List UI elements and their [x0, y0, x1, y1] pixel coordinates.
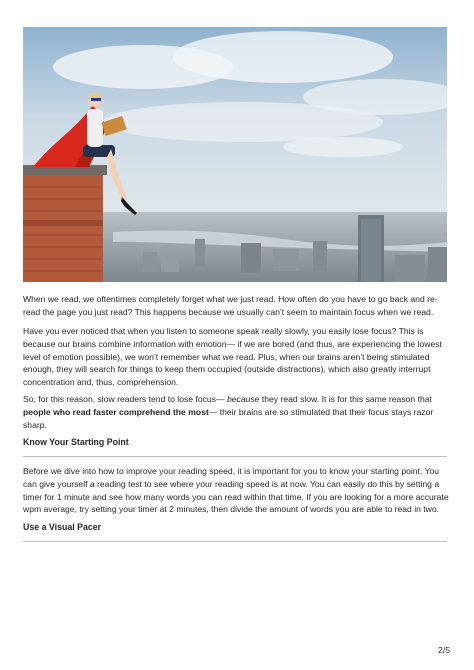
paragraph-slow-readers-bold: people who read faster comprehend the most	[23, 406, 209, 417]
paragraph-starting-point: Before we dive into how to improve your reading speed, it is important for you to know your starting point. You can give yourself a reading test to see where your reading speed is at now. You can easily do this by setting a timer for 1 minute and see how many words you can read within that time. If you are looking for a more accurate wpm average, try setting your timer at 2 minutes, then divide the amount of words you are able to read in two.	[23, 466, 449, 515]
paragraph-slow-readers	[23, 393, 449, 431]
paragraph-slow-readers-text-3: — their brains are so stimulated that their focus stays razor sharp.	[23, 406, 434, 430]
paragraph-intro: When we read, we oftentimes completely forget what we just read. How often do you have to go back and re-read the page you just read? This happens because we usually can’t seem to maintain focus when we read.	[23, 294, 438, 317]
heading-know-your-starting-point: Know Your Starting Point	[23, 437, 129, 447]
section-divider-1	[23, 456, 447, 457]
heading-use-a-visual-pacer: Use a Visual Pacer	[23, 522, 102, 532]
section-divider-2	[23, 541, 447, 542]
paragraph-slow-readers-italic: because	[226, 394, 260, 404]
hero-image	[23, 27, 447, 282]
paragraph-slow-readers-text-1: So, for this reason, slow readers tend to lose focus—	[23, 394, 227, 404]
page-number: 2/5	[438, 645, 450, 655]
paragraph-emotion: Have you ever noticed that when you listen to someone speak really slowly, you easily lose focus? This is because our brains combine information with emotion— if we are bored (and thus, are experiencing the lowest level of emotion possible), we won’t remember what we read. Plus, when our brains aren’t being stimulated enough, they will search for things to keep them occupied (outside distractions), which also greatly interrupt concentration and, thus, comprehension.	[23, 326, 442, 388]
superhero-reading-on-chimney-illustration	[23, 27, 447, 282]
paragraph-slow-readers-text-2: they read slow. It is for this same reason that	[259, 394, 432, 404]
